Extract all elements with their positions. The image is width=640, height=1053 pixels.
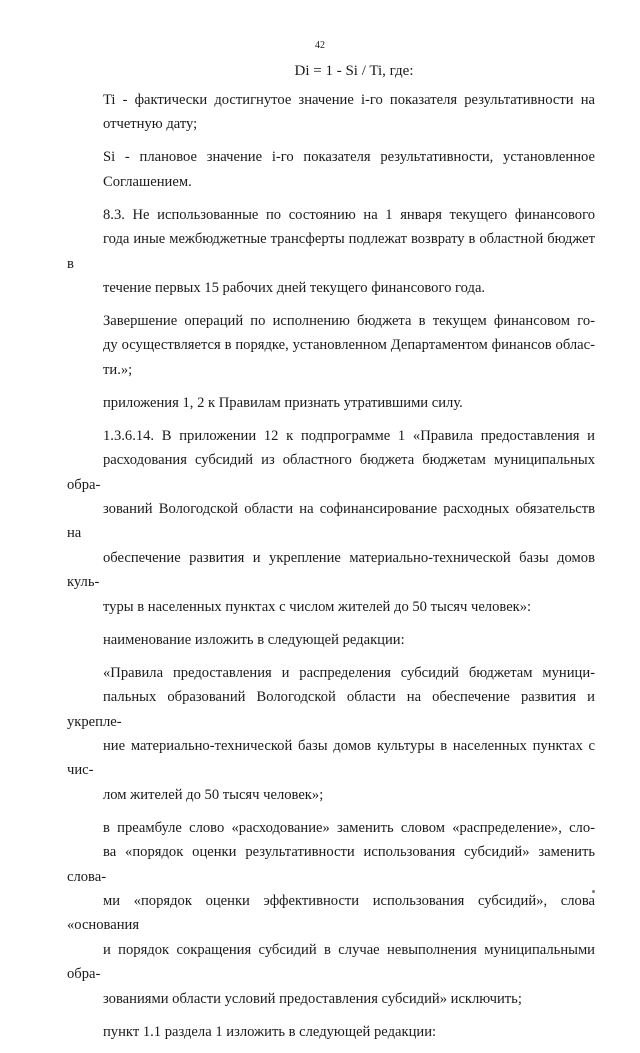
text-line: отчетную дату; bbox=[103, 116, 198, 133]
text-line: ние материально-технической базы домов культуры в населенных пунктах с чис- bbox=[67, 737, 595, 779]
text-line: приложения 1, 2 к Правилам признать утратившими силу. bbox=[103, 394, 463, 411]
text-line: пальных образований Вологодской области на обеспечение развития и укрепле- bbox=[67, 689, 595, 730]
paragraph bbox=[67, 88, 595, 137]
text-line: «Правила предоставления и распределения субсидий бюджетам муници- bbox=[103, 664, 595, 681]
paragraph bbox=[67, 424, 595, 619]
text-line: туры в населенных пунктах с числом жителей до 50 тысяч человек»: bbox=[103, 598, 532, 615]
paragraph bbox=[67, 203, 595, 301]
text-line: ти.»; bbox=[103, 361, 133, 378]
text-line: ва «порядок оценки результативности использования субсидий» заменить слова- bbox=[67, 844, 595, 885]
paragraph bbox=[67, 145, 595, 194]
paragraph bbox=[67, 628, 595, 652]
text-line: 1.3.6.14. В приложении 12 к подпрограмме 1 «Правила предоставления и bbox=[103, 427, 595, 444]
text-line: 8.3. Не использованные по состоянию на 1 января текущего финансового bbox=[103, 206, 595, 223]
text-line: наименование изложить в следующей редакции: bbox=[103, 631, 405, 648]
text-line: Ti - фактически достигнутое значение i-го показателя результативности на bbox=[103, 92, 595, 108]
formula: Di = 1 - Si / Ti, где: bbox=[294, 63, 414, 79]
paragraph bbox=[67, 391, 595, 415]
text-line: года иные межбюджетные трансферты подлежат возврату в областной бюджет в bbox=[67, 231, 595, 272]
text-line: зований Вологодской области на софинансирование расходных обязательств на bbox=[67, 501, 595, 542]
text-line: ми «порядок оценки эффективности использования субсидий», слова «основания bbox=[67, 892, 595, 934]
paragraph bbox=[67, 309, 595, 382]
text-line: и порядок сокращения субсидий в случае невыполнения муниципальными обра- bbox=[67, 941, 595, 983]
text-line: лом жителей до 50 тысяч человек»; bbox=[103, 786, 324, 803]
page-number: 42 bbox=[315, 40, 325, 51]
body-text bbox=[67, 88, 595, 1053]
text-line: пункт 1.1 раздела 1 изложить в следующей редакции: bbox=[103, 1023, 437, 1040]
text-line: Завершение операций по исполнению бюджета в текущем финансовом го- bbox=[103, 313, 595, 330]
text-line: ду осуществляется в порядке, установленном Департаментом финансов облас- bbox=[103, 337, 595, 354]
text-line: Соглашением. bbox=[103, 173, 192, 190]
paragraph bbox=[67, 661, 595, 807]
scan-mark bbox=[592, 890, 595, 893]
text-line: зованиями области условий предоставления субсидий» исключить; bbox=[103, 990, 522, 1007]
text-line: расходования субсидий из областного бюджета бюджетам муниципальных обра- bbox=[67, 452, 595, 493]
text-line: течение первых 15 рабочих дней текущего финансового года. bbox=[103, 280, 486, 297]
text-line: в преамбуле слово «расходование» заменить словом «распределение», сло- bbox=[103, 819, 595, 836]
paragraph bbox=[67, 816, 595, 1011]
text-line: Si - плановое значение i-го показателя результативности, установленное bbox=[103, 149, 595, 166]
paragraph bbox=[67, 1020, 595, 1044]
text-line: обеспечение развития и укрепление материально-технической базы домов куль- bbox=[67, 549, 595, 591]
